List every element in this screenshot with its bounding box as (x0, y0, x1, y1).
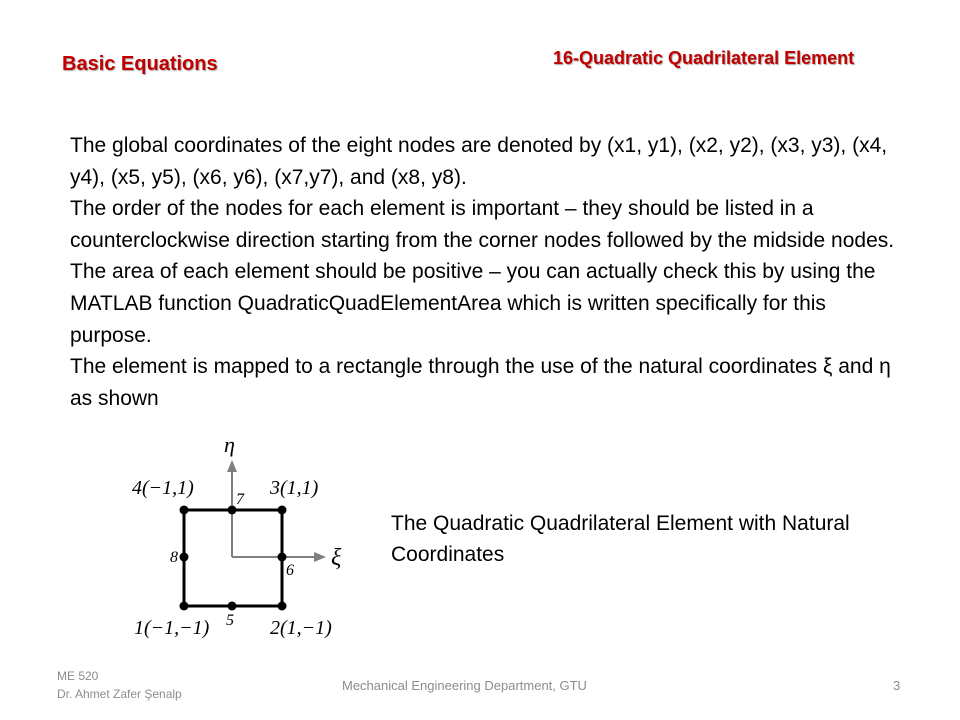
node-3-dot (278, 506, 287, 515)
page-number: 3 (893, 678, 901, 693)
body-paragraph-1: The global coordinates of the eight nodes are denoted by (x1, y1), (x2, y2), (x3, y3), (x4, y4), (x5, y5), (x6, y6), (x7,y7), and (x8, y8). (70, 134, 888, 189)
node-2-label: 2(1,−1) (270, 617, 332, 639)
figure-caption: The Quadratic Quadrilateral Element with Natural Coordinates (391, 512, 850, 566)
node-8-label: 8 (170, 549, 178, 566)
node-2-dot (278, 602, 287, 611)
body-text (70, 130, 900, 414)
node-4-dot (180, 506, 189, 515)
node-4-label: 4(−1,1) (132, 477, 194, 499)
footer-author: Dr. Ahmet Zafer Şenalp (57, 687, 182, 701)
node-7-label: 7 (236, 491, 244, 508)
body-paragraph-2: The order of the nodes for each element is important – they should be listed in a counterclockwise direction starting from the corner nodes followed by the midside nodes. The area of each element should be positive – you can actually check this by using the MATLAB function QuadraticQuadElementArea which is written specifically for this purpose. (70, 197, 895, 347)
element-figure (128, 432, 368, 647)
eta-label: η (224, 432, 235, 457)
node-6-label: 6 (286, 562, 294, 579)
node-3-label: 3(1,1) (270, 477, 319, 499)
eta-arrowhead (227, 460, 237, 472)
xi-label: ξ (331, 545, 342, 571)
node-6-dot (278, 553, 287, 562)
node-1-label: 1(−1,−1) (134, 617, 210, 639)
footer-department: Mechanical Engineering Department, GTU (342, 678, 587, 693)
body-paragraph-3: The element is mapped to a rectangle through the use of the natural coordinates ξ and η as shown (70, 355, 891, 410)
xi-arrowhead (314, 552, 326, 562)
element-diagram (128, 432, 368, 647)
node-5-label: 5 (226, 612, 234, 629)
node-5-dot (228, 602, 237, 611)
slide-topic-title: 16-Quadratic Quadrilateral Element (553, 48, 855, 68)
footer-course: ME 520 (57, 669, 99, 683)
section-title: Basic Equations (62, 53, 218, 75)
node-1-dot (180, 602, 189, 611)
node-8-dot (180, 553, 189, 562)
footer-course-info (57, 667, 182, 703)
